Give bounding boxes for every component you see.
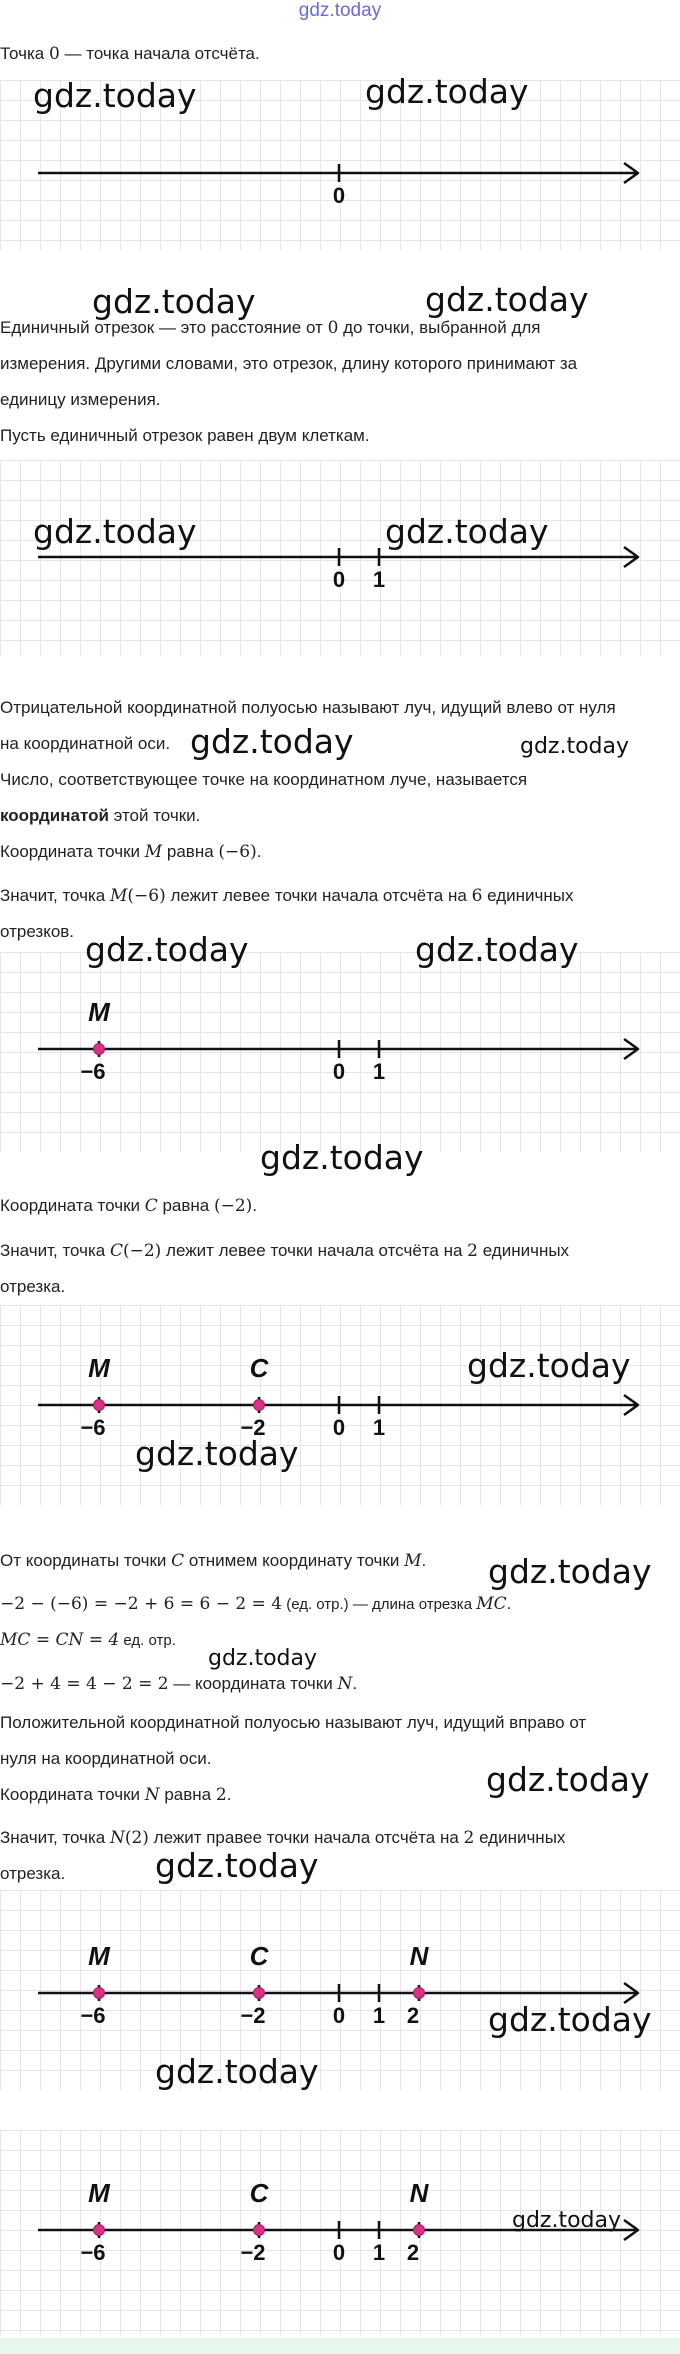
tick-label: 1: [372, 567, 386, 592]
point-name-label: M: [88, 1353, 110, 1383]
point-marker: [94, 1044, 105, 1055]
point-coordinate-label: −2: [240, 2240, 266, 2265]
point-marker: [94, 1400, 105, 1411]
site-logo[interactable]: gdz.today: [298, 0, 382, 21]
text-c-position-1: Значит, точка C(−2) лежит левее точки начала отсчёта на 2 единичных: [0, 1241, 570, 1261]
point-name-label: N: [409, 1941, 429, 1971]
watermark: gdz.today: [488, 2000, 652, 2039]
text-coordinate-c: Координата точки C равна (−2).: [0, 1196, 258, 1216]
tick-label: 0: [332, 1059, 346, 1084]
text-coordinate-n: Координата точки N равна 2.: [0, 1785, 232, 1805]
point-coordinate-label: −6: [80, 2240, 106, 2265]
point-coordinate-label: 2: [406, 2003, 420, 2028]
watermark: gdz.today: [33, 512, 197, 551]
text-mc-length: −2 − (−6) = −2 + 6 = 6 − 2 = 4 (ед. отр.) — длина отрезка MC.: [0, 1594, 512, 1614]
point-name-label: N: [409, 2178, 429, 2208]
number-line-figure-3: [0, 952, 680, 1152]
tick-label: 0: [332, 1415, 346, 1440]
tick-label: 0: [332, 2003, 346, 2028]
text-unit-segment-3: единицу измерения.: [0, 390, 161, 409]
tick-label: 0: [332, 183, 346, 208]
text-subtract-coords: От координаты точки C отнимем координату точки M.: [0, 1551, 427, 1571]
number-line-figure-5: [0, 1890, 680, 2090]
point-coordinate-label: −6: [80, 1415, 106, 1440]
watermark: gdz.today: [155, 1846, 319, 1885]
point-name-label: C: [249, 1353, 269, 1383]
point-marker: [254, 1400, 265, 1411]
tick-label: 1: [372, 1415, 386, 1440]
point-coordinate-label: −2: [240, 1415, 266, 1440]
point-coordinate-label: −6: [80, 1059, 106, 1084]
point-coordinate-label: 2: [406, 2240, 420, 2265]
point-name-label: M: [88, 2178, 110, 2208]
point-marker: [94, 1988, 105, 1999]
point-marker: [94, 2225, 105, 2236]
text-origin: Точка 0 — точка начала отсчёта.: [0, 44, 260, 64]
text-negative-half-axis-2: на координатной оси.: [0, 734, 171, 753]
number-line-figure-4: [0, 1305, 680, 1505]
point-coordinate-label: −2: [240, 2003, 266, 2028]
watermark: gdz.today: [33, 76, 197, 115]
tick-label: 1: [372, 2240, 386, 2265]
number-line-figure-2: [0, 460, 680, 655]
text-unit-assumption: Пусть единичный отрезок равен двум клеткам.: [0, 426, 370, 445]
text-coordinate-def-1: Число, соответствующее точке на координатном луче, называется: [0, 770, 528, 789]
text-coordinate-def-2: координатой этой точки.: [0, 806, 201, 825]
watermark: gdz.today: [208, 1646, 318, 1671]
point-coordinate-label: −6: [80, 2003, 106, 2028]
watermark: gdz.today: [365, 72, 529, 111]
tick-label: 1: [372, 1059, 386, 1084]
watermark: gdz.today: [135, 1434, 299, 1473]
watermark: gdz.today: [385, 512, 549, 551]
watermark: gdz.today: [425, 280, 589, 319]
text-unit-segment-2: измерения. Другими словами, это отрезок, длину которого принимают за: [0, 354, 578, 373]
point-name-label: C: [249, 2178, 269, 2208]
watermark: gdz.today: [415, 930, 579, 969]
text-negative-half-axis-1: Отрицательной координатной полуосью называют луч, идущий влево от нуля: [0, 698, 616, 717]
point-marker: [414, 1988, 425, 1999]
watermark: gdz.today: [190, 722, 354, 761]
text-mc-equals-cn: MC = CN = 4 ед. отр.: [0, 1630, 176, 1650]
watermark: gdz.today: [520, 734, 630, 759]
point-marker: [254, 2225, 265, 2236]
point-marker: [414, 2225, 425, 2236]
text-coordinate-m: Координата точки M равна (−6).: [0, 842, 262, 862]
watermark: gdz.today: [512, 2208, 622, 2233]
text-n-position-1: Значит, точка N(2) лежит правее точки начала отсчёта на 2 единичных: [0, 1828, 566, 1848]
text-m-position-1: Значит, точка M(−6) лежит левее точки начала отсчёта на 6 единичных: [0, 886, 574, 906]
watermark: gdz.today: [486, 1760, 650, 1799]
watermark: gdz.today: [260, 1138, 424, 1177]
tick-label: 1: [372, 2003, 386, 2028]
text-n-coordinate-calc: −2 + 4 = 4 − 2 = 2 — координата точки N.: [0, 1674, 358, 1694]
watermark: gdz.today: [85, 930, 249, 969]
point-name-label: C: [249, 1941, 269, 1971]
text-unit-segment-1: Единичный отрезок — это расстояние от 0 до точки, выбранной для: [0, 318, 541, 338]
tick-label: 0: [332, 2240, 346, 2265]
watermark: gdz.today: [467, 1346, 631, 1385]
text-positive-half-axis-2: нуля на координатной оси.: [0, 1749, 212, 1768]
point-name-label: M: [88, 997, 110, 1027]
footer-band: [0, 2338, 680, 2354]
watermark: gdz.today: [92, 282, 256, 321]
text-n-position-2: отрезка.: [0, 1864, 66, 1883]
watermark: gdz.today: [155, 2052, 319, 2091]
text-m-position-2: отрезков.: [0, 922, 75, 941]
watermark: gdz.today: [488, 1552, 652, 1591]
tick-label: 0: [332, 567, 346, 592]
text-positive-half-axis-1: Положительной координатной полуосью называют луч, идущий вправо от: [0, 1713, 587, 1732]
point-name-label: M: [88, 1941, 110, 1971]
point-marker: [254, 1988, 265, 1999]
text-c-position-2: отрезка.: [0, 1277, 66, 1296]
